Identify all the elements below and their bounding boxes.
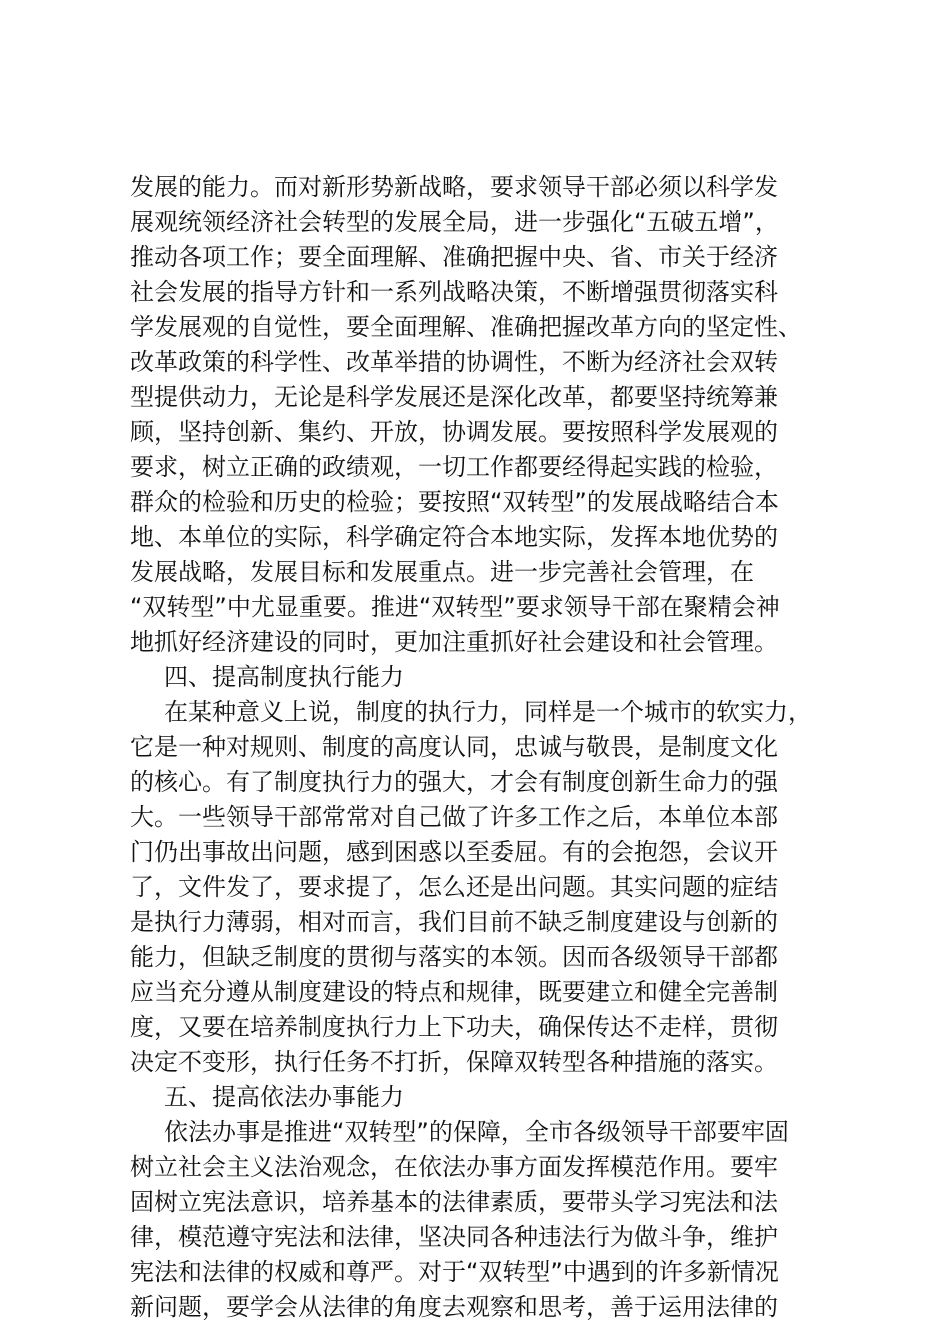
text-line: 新问题，要学会从法律的角度去观察和思考，善于运用法律的	[130, 1293, 778, 1321]
text-line: 学发展观的自觉性，要全面理解、准确把握改革方向的坚定性、	[130, 313, 802, 341]
text-line: 大。一些领导干部常常对自己做了许多工作之后，本单位本部	[130, 803, 778, 831]
text-line: 了，文件发了，要求提了，怎么还是出问题。其实问题的症结	[130, 873, 778, 901]
text-line: “双转型”中尤显重要。推进“双转型”要求领导干部在聚精会神	[130, 593, 780, 621]
text-line: 门仍出事故出问题，感到困惑以至委屈。有的会抱怨，会议开	[130, 838, 778, 866]
text-line: 律，模范遵守宪法和法律，坚决同各种违法行为做斗争，维护	[130, 1223, 778, 1251]
text-line: 在某种意义上说，制度的执行力，同样是一个城市的软实力，	[164, 698, 812, 726]
text-line: 应当充分遵从制度建设的特点和规律，既要建立和健全完善制	[130, 978, 778, 1006]
text-line: 推动各项工作；要全面理解、准确把握中央、省、市关于经济	[130, 243, 778, 271]
text-line: 展观统领经济社会转型的发展全局，进一步强化“五破五增”，	[130, 208, 779, 236]
text-line: 树立社会主义法治观念，在依法办事方面发挥模范作用。要牢	[130, 1153, 778, 1181]
text-line: 能力，但缺乏制度的贯彻与落实的本领。因而各级领导干部都	[130, 943, 778, 971]
text-line: 社会发展的指导方针和一系列战略决策，不断增强贯彻落实科	[130, 278, 778, 306]
text-line: 依法办事是推进“双转型”的保障，全市各级领导干部要牢固	[164, 1118, 789, 1146]
text-line: 的核心。有了制度执行力的强大，才会有制度创新生命力的强	[130, 768, 778, 796]
text-line: 顾，坚持创新、集约、开放，协调发展。要按照科学发展观的	[130, 418, 778, 446]
text-line: 是执行力薄弱，相对而言，我们目前不缺乏制度建设与创新的	[130, 908, 778, 936]
text-line: 它是一种对规则、制度的高度认同，忠诚与敬畏，是制度文化	[130, 733, 778, 761]
text-line: 群众的检验和历史的检验；要按照“双转型”的发展战略结合本	[130, 488, 779, 516]
text-line: 发展战略，发展目标和发展重点。进一步完善社会管理，在	[130, 558, 754, 586]
text-line: 地、本单位的实际，科学确定符合本地实际，发挥本地优势的	[130, 523, 778, 551]
text-line: 度，又要在培养制度执行力上下功夫，确保传达不走样，贯彻	[130, 1013, 778, 1041]
text-line: 固树立宪法意识，培养基本的法律素质，要带头学习宪法和法	[130, 1188, 778, 1216]
section-heading: 五、提高依法办事能力	[164, 1083, 404, 1111]
text-line: 发展的能力。而对新形势新战略，要求领导干部必须以科学发	[130, 173, 778, 201]
text-line: 决定不变形，执行任务不打折，保障双转型各种措施的落实。	[130, 1048, 778, 1076]
text-line: 地抓好经济建设的同时，更加注重抓好社会建设和社会管理。	[130, 628, 778, 656]
text-line: 宪法和法律的权威和尊严。对于“双转型”中遇到的许多新情况	[130, 1258, 779, 1286]
text-line: 要求，树立正确的政绩观，一切工作都要经得起实践的检验，	[130, 453, 778, 481]
text-line: 改革政策的科学性、改革举措的协调性，不断为经济社会双转	[130, 348, 778, 376]
section-heading: 四、提高制度执行能力	[164, 663, 404, 691]
text-line: 型提供动力，无论是科学发展还是深化改革，都要坚持统筹兼	[130, 383, 778, 411]
body-text	[130, 170, 850, 1325]
